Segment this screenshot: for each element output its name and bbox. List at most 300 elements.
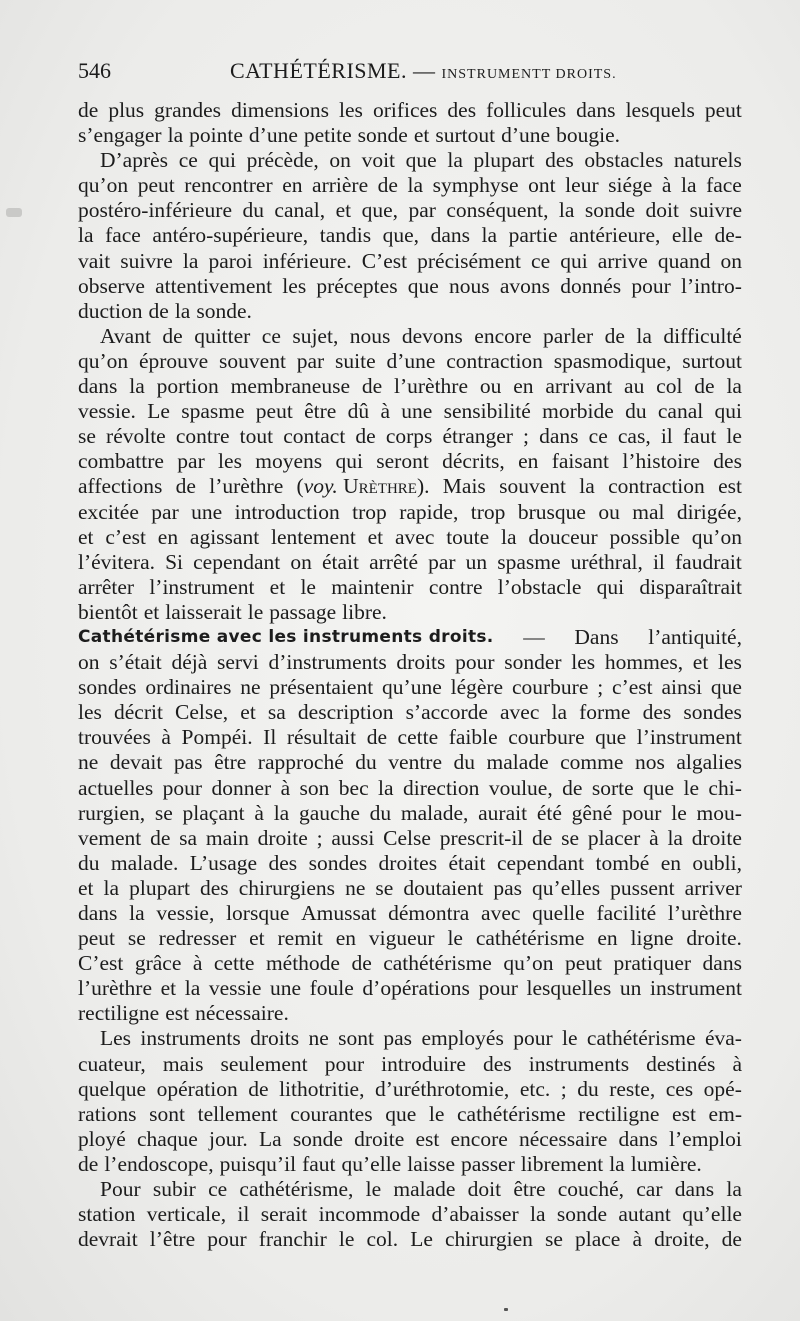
word: corps — [385, 424, 433, 449]
word: par — [428, 549, 456, 574]
word: vement — [78, 825, 142, 850]
word: l’évitera. — [78, 549, 155, 574]
word: les — [571, 650, 596, 675]
word: à — [254, 800, 264, 825]
text-line — [78, 575, 742, 600]
word: possible — [609, 524, 680, 549]
word: excitée — [78, 499, 139, 524]
word: lumière. — [630, 1151, 702, 1176]
word: sonde — [556, 1202, 608, 1227]
section-heading: Cathétérisme avec les instruments droits. — [78, 626, 494, 647]
word: trouvées — [78, 725, 151, 750]
word: maintenir — [331, 574, 414, 599]
word: faible — [448, 725, 498, 750]
word: droite — [354, 1126, 405, 1151]
word: Pour — [100, 1177, 141, 1202]
word: par — [177, 449, 205, 474]
text-line — [78, 700, 742, 725]
word: employés — [421, 1026, 504, 1051]
word: été — [536, 800, 562, 825]
word: la — [481, 223, 498, 248]
word: La — [258, 1126, 282, 1151]
word: et — [160, 976, 177, 1001]
word: et — [269, 574, 286, 599]
word: sensibilité — [443, 399, 531, 424]
word: à — [192, 951, 203, 976]
word: malade — [486, 750, 549, 775]
word: le — [300, 574, 316, 599]
word: incommode — [318, 1202, 421, 1227]
word: la — [174, 298, 191, 323]
word: se — [375, 875, 394, 900]
text-line — [78, 926, 742, 951]
word: ventre — [388, 750, 442, 775]
text-line — [78, 951, 742, 976]
word: la — [447, 148, 463, 173]
word: sorte — [591, 775, 634, 800]
word: postéro-inférieure — [78, 198, 233, 223]
text-line — [78, 776, 742, 801]
word: car — [636, 1177, 663, 1202]
word: suite — [335, 348, 376, 373]
word: grandes — [154, 98, 222, 122]
word: avons — [499, 273, 551, 298]
word: des — [268, 850, 298, 875]
word: la — [726, 1177, 742, 1202]
word: naturels — [673, 148, 742, 173]
word: et — [335, 198, 352, 223]
word: de — [721, 1227, 742, 1252]
word: plupart — [473, 148, 535, 173]
word: il — [237, 1202, 250, 1227]
word: décrits, — [442, 449, 505, 474]
word: instruments — [140, 1026, 241, 1051]
word: vessie, — [156, 901, 215, 925]
word: la — [273, 800, 290, 825]
word: nécessaire — [518, 1126, 608, 1151]
word: du — [577, 1076, 599, 1101]
text-line — [78, 650, 742, 675]
word: ; — [560, 1076, 567, 1101]
word: la — [129, 374, 145, 399]
word: décrit — [113, 700, 163, 725]
word: contre — [428, 574, 483, 599]
word: franchir — [258, 1227, 327, 1252]
word: la — [407, 173, 424, 198]
word: trop — [470, 499, 506, 524]
word: les — [78, 700, 102, 725]
word: le — [428, 1101, 445, 1126]
word: l’urèthre — [667, 901, 742, 925]
word: préceptes — [316, 273, 398, 298]
word: ordinaires — [145, 675, 232, 700]
word: précisément — [417, 248, 521, 273]
word: que — [595, 725, 627, 750]
word: doit — [645, 198, 679, 223]
word: courbure — [508, 725, 585, 750]
word: quelque — [78, 1076, 147, 1101]
word: de — [355, 424, 376, 449]
word: spasme — [181, 399, 245, 424]
word: pour — [631, 273, 671, 298]
text-line — [78, 474, 742, 499]
word: encore — [474, 323, 532, 348]
word: déjà — [171, 650, 208, 675]
word: opé- — [703, 1076, 742, 1101]
word: d’une — [386, 348, 436, 373]
word: et — [143, 599, 160, 624]
word: le — [726, 424, 742, 449]
word: main — [205, 825, 249, 850]
word: une — [401, 399, 433, 424]
word: devons — [401, 323, 463, 348]
word: cependant — [496, 850, 585, 875]
word: canal — [657, 399, 704, 424]
word: quand — [657, 248, 711, 273]
text-line — [78, 876, 742, 901]
word: la — [667, 825, 683, 850]
word: on — [290, 549, 312, 574]
word: de — [150, 825, 171, 850]
word: malade, — [400, 800, 469, 825]
word: arrêté — [369, 549, 418, 574]
text-line — [78, 424, 742, 449]
word: d’une — [248, 123, 298, 148]
word: doutaient — [403, 875, 484, 900]
word: ce — [261, 323, 281, 348]
body-text — [78, 98, 742, 1252]
text-line — [78, 198, 742, 223]
word: faut — [302, 1151, 336, 1176]
word: d’une — [501, 123, 551, 148]
word: s’engager — [78, 123, 162, 148]
word: membraneuse — [230, 374, 350, 399]
word: de — [148, 298, 169, 323]
word: sonde — [584, 198, 636, 223]
word: contraction — [608, 474, 705, 499]
word: et — [367, 524, 384, 549]
page-blemish — [6, 208, 22, 217]
word: souvent — [219, 348, 286, 373]
text-line — [78, 1202, 742, 1227]
word: quitter — [194, 323, 251, 348]
word: arrière — [312, 173, 369, 198]
word: toute — [446, 524, 490, 549]
word: du — [355, 750, 377, 775]
word: ne — [345, 875, 366, 900]
word: droites — [378, 850, 438, 875]
word: rations — [78, 1101, 137, 1126]
word: vait — [78, 248, 111, 273]
word: affections — [78, 474, 163, 499]
word: nous — [349, 323, 391, 348]
word: était — [321, 549, 359, 574]
word: l’emploi — [669, 1126, 742, 1151]
word: ce — [208, 1177, 228, 1202]
word: rapproché — [257, 750, 344, 775]
word: subir — [152, 1177, 196, 1202]
word: qu’elle — [341, 1151, 402, 1176]
word: peut — [564, 951, 602, 976]
word: face — [105, 223, 141, 248]
word: la — [609, 1151, 625, 1176]
word: cathétérisme — [457, 1101, 566, 1126]
word: doit — [467, 1177, 502, 1202]
word: l’urèthre — [209, 474, 284, 499]
word: de- — [714, 223, 742, 248]
word: est — [672, 1101, 696, 1126]
word: arrêter — [78, 574, 135, 599]
word: ne — [240, 675, 261, 700]
word: que — [407, 273, 439, 298]
text-line — [78, 1177, 742, 1202]
word: d’abaisser — [431, 1202, 519, 1227]
word: disparaîtrait — [639, 574, 742, 599]
word: nécessaire. — [195, 1001, 289, 1026]
word: de — [162, 323, 183, 348]
word: qui — [208, 148, 236, 173]
word: étranger — [442, 424, 513, 449]
word: servi — [216, 650, 259, 675]
word: à — [280, 775, 291, 800]
word: cas, — [617, 424, 651, 449]
text-line — [78, 324, 742, 349]
word: observe — [78, 273, 145, 298]
word: le — [338, 1227, 355, 1252]
word: Mais — [442, 474, 486, 499]
text-line — [78, 1152, 742, 1177]
text-line — [78, 249, 742, 274]
word: encore — [450, 1126, 508, 1151]
word: laisse — [407, 1151, 456, 1176]
running-header — [78, 58, 742, 90]
text-line — [78, 801, 742, 826]
word: pas — [173, 750, 203, 775]
word: en — [282, 173, 303, 198]
word: couché, — [557, 1177, 625, 1202]
word: révolte — [106, 424, 166, 449]
word: gauche — [298, 800, 360, 825]
word: facilité — [596, 901, 657, 925]
word: en — [157, 524, 179, 549]
word: ces — [665, 1076, 694, 1101]
word: avec — [394, 524, 435, 549]
word: des — [200, 875, 229, 900]
word: qu’on — [78, 348, 129, 373]
word: plus — [108, 98, 145, 122]
text-line — [78, 1227, 742, 1252]
word: ; — [523, 424, 530, 449]
running-title-sub: INSTRUMENTT DROITS. — [441, 67, 617, 82]
word: l’instrument — [149, 574, 255, 599]
word: légère — [450, 675, 504, 700]
word: col. — [366, 1227, 399, 1252]
word: la — [167, 123, 184, 148]
word: avec — [481, 901, 521, 925]
text-line — [78, 349, 742, 374]
text-line — [78, 274, 742, 299]
word: malade — [393, 1177, 456, 1202]
word: arrive — [597, 248, 648, 273]
word: pour — [478, 976, 518, 1001]
word: la — [529, 1202, 546, 1227]
word: pour — [207, 1227, 247, 1252]
word: ligne — [630, 926, 674, 951]
word: pour — [513, 1026, 553, 1051]
running-title-dash: — — [413, 58, 436, 83]
word: description — [297, 700, 394, 725]
word: dirigée, — [676, 499, 742, 524]
word: sa — [267, 700, 286, 725]
word: qu’elle — [682, 1202, 742, 1227]
word: pratiquer — [613, 951, 692, 976]
ink-dot — [504, 1308, 508, 1311]
word: et — [249, 926, 265, 951]
text-line — [78, 1026, 742, 1051]
word: cette — [397, 725, 439, 750]
word: souvent — [499, 474, 566, 499]
word: arriver — [684, 875, 742, 900]
word: des — [642, 700, 672, 725]
word: le — [447, 926, 463, 951]
word: est — [415, 1126, 440, 1151]
word: un — [465, 549, 488, 574]
text-line — [78, 851, 742, 876]
word: des — [713, 449, 742, 474]
word: des — [483, 1051, 512, 1076]
word: de — [377, 173, 398, 198]
word: de — [351, 951, 372, 976]
word: la — [182, 248, 199, 273]
word: courantes — [290, 1101, 373, 1126]
text-line — [78, 299, 742, 324]
word: sonde — [292, 1126, 343, 1151]
word: surtout — [435, 123, 496, 148]
word: devait — [109, 750, 163, 775]
word: du — [369, 800, 392, 825]
word: plupart — [129, 875, 190, 900]
word: que — [710, 675, 742, 700]
word: droite, — [654, 1227, 710, 1252]
word: pour — [162, 775, 203, 800]
word: pas — [383, 1026, 413, 1051]
word: petite — [303, 123, 352, 148]
word: pour — [455, 650, 495, 675]
word: droite. — [686, 926, 742, 951]
word: peut — [704, 98, 742, 122]
word: algalies — [676, 750, 742, 775]
text-line — [78, 1127, 742, 1152]
word: canal, — [274, 198, 326, 223]
word: Avant — [100, 323, 151, 348]
word: vigueur — [368, 926, 435, 951]
word: et — [78, 524, 94, 549]
word: se — [154, 800, 173, 825]
word: Si — [165, 549, 184, 574]
word: col — [656, 374, 683, 399]
text-line — [78, 600, 742, 625]
word: on — [329, 148, 351, 173]
word: devrait — [78, 1227, 138, 1252]
word: qu’on — [78, 173, 129, 198]
word: cathétérisme — [383, 951, 492, 976]
word: rectiligne — [578, 1101, 660, 1126]
word: sondes — [683, 700, 742, 725]
word: dans — [78, 374, 118, 399]
word: rurgien, — [78, 800, 146, 825]
word: chaque — [136, 1126, 198, 1151]
word: de — [694, 374, 715, 399]
word: duction — [78, 298, 143, 323]
word: que — [643, 775, 675, 800]
word: inférieure. — [262, 248, 352, 273]
word: sujet, — [292, 323, 339, 348]
word: à — [380, 399, 390, 424]
word: verticale, — [146, 1202, 227, 1227]
text-line — [78, 223, 742, 248]
word: rencontrer — [184, 173, 273, 198]
word: seulement — [220, 1051, 308, 1076]
word: avec — [500, 700, 540, 725]
word: l’histoire — [622, 449, 700, 474]
word: actuelles — [78, 775, 154, 800]
word: dû — [347, 399, 370, 424]
word: aussi — [331, 825, 375, 850]
word: droits — [396, 650, 446, 675]
word: s’était — [109, 650, 162, 675]
word: démontra — [388, 901, 470, 925]
word: droits — [250, 1026, 300, 1051]
word: de — [78, 1151, 99, 1176]
word: introduction — [234, 499, 340, 524]
word: contraction — [446, 348, 543, 373]
word: d’opérations — [362, 976, 470, 1001]
word: cependant — [193, 549, 281, 574]
word: à — [732, 1051, 742, 1076]
text-line — [78, 1077, 742, 1102]
word: par — [296, 348, 325, 373]
word: autant — [618, 1202, 671, 1227]
text-line — [78, 374, 742, 399]
word: éva- — [704, 1026, 742, 1051]
word: la — [726, 374, 742, 399]
word: symphyse — [432, 173, 519, 198]
word: cathétérisme — [586, 1026, 696, 1051]
word: passer — [461, 1151, 515, 1176]
word: de — [532, 825, 553, 850]
word: l’urèthre — [393, 374, 468, 399]
word: lithotritie, — [279, 1076, 365, 1101]
word: puisqu’il — [219, 1151, 297, 1176]
word: — — [523, 624, 545, 649]
word: direction — [402, 775, 480, 800]
word: s’accorde — [405, 700, 488, 725]
word: ou — [598, 499, 620, 524]
word: de — [604, 323, 625, 348]
word: D’après — [100, 148, 169, 173]
word: laisserait — [165, 599, 242, 624]
running-title — [230, 58, 617, 84]
word: la — [558, 198, 575, 223]
word: ne — [78, 750, 99, 775]
word: éprouve — [138, 348, 209, 373]
word: l’obstacle — [497, 574, 582, 599]
word: suivre — [689, 198, 742, 223]
word: les — [282, 273, 307, 298]
word: à — [161, 725, 171, 750]
word: prescrit-il — [439, 825, 524, 850]
word: difficulté — [663, 323, 742, 348]
